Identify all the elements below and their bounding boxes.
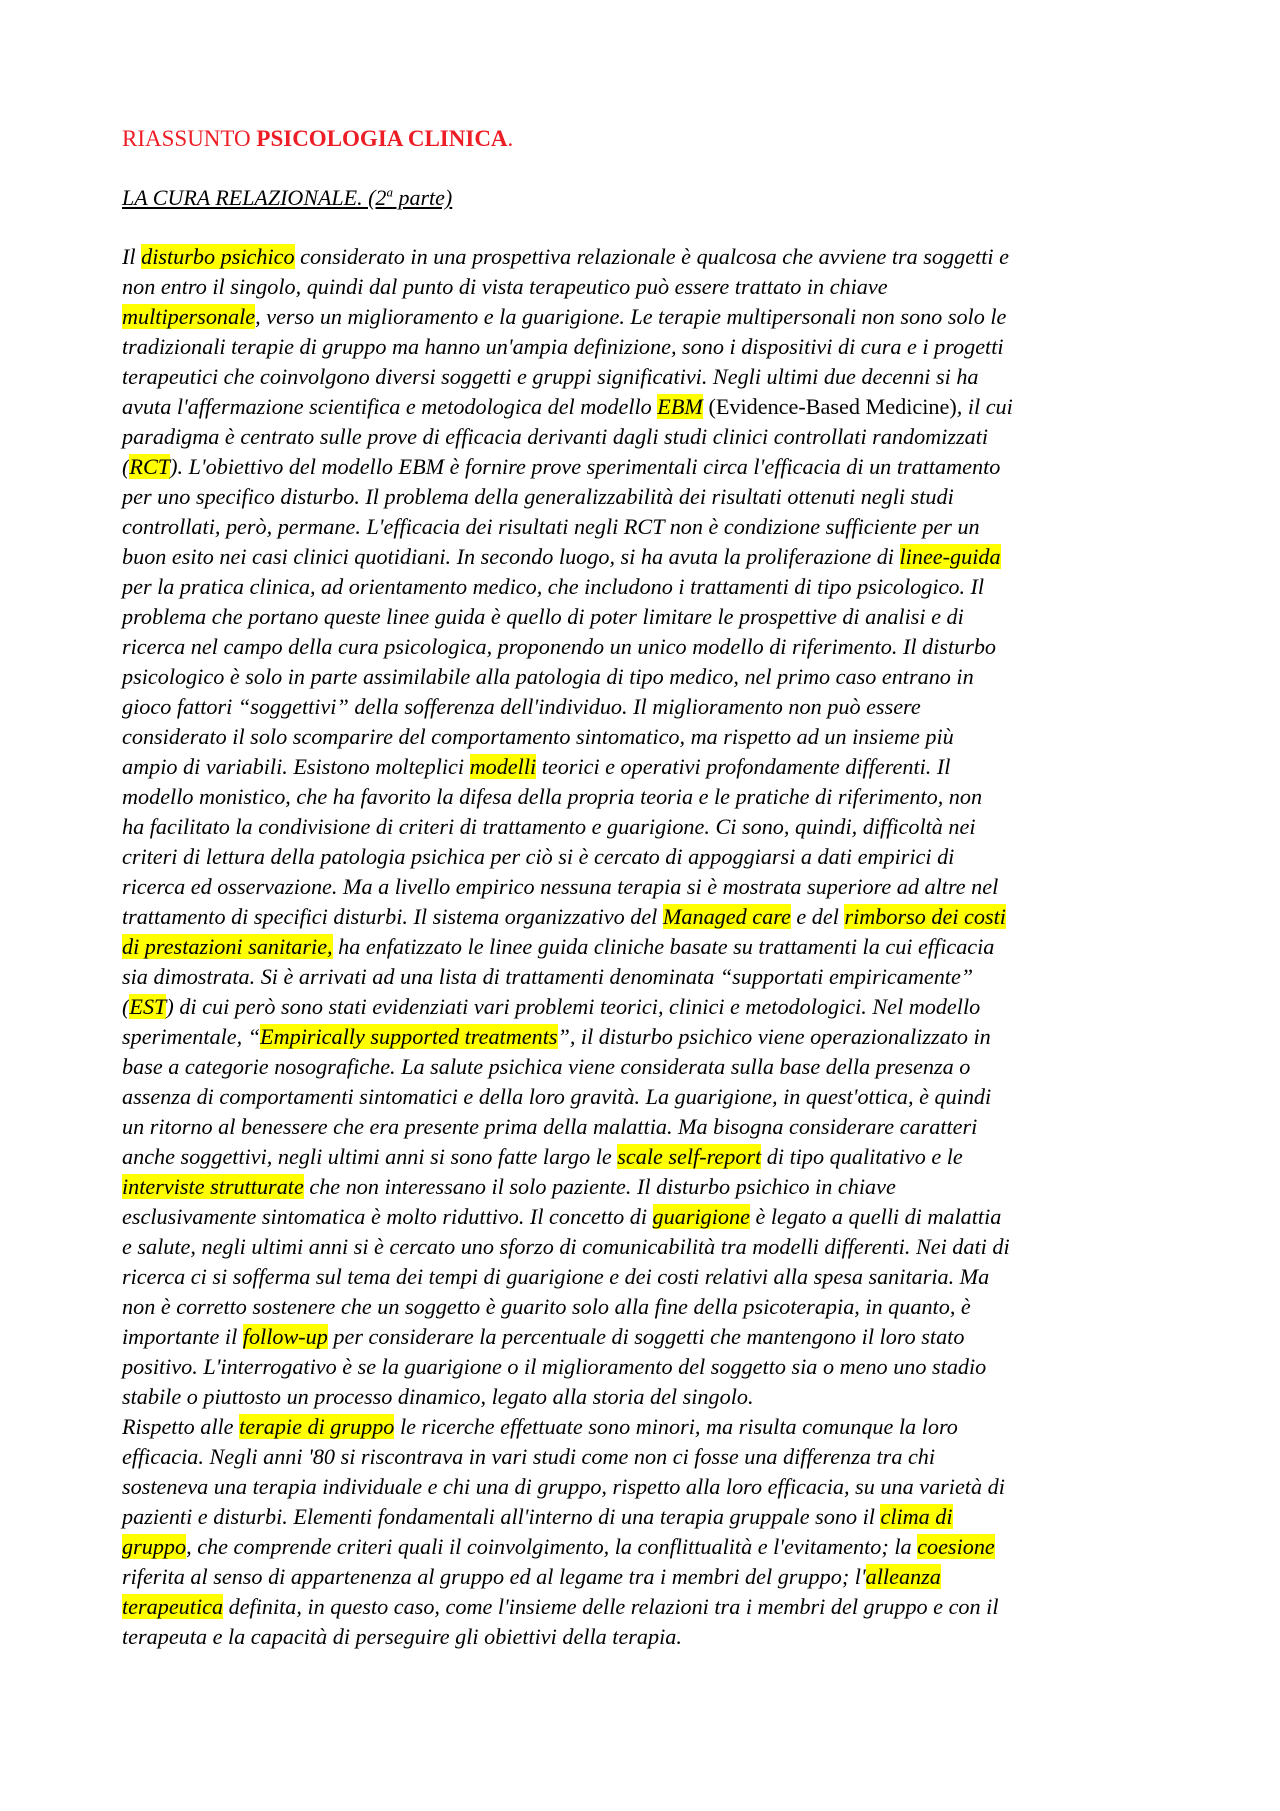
text-line bbox=[122, 1472, 1182, 1502]
text-span: terapeutici che coinvolgono diversi soggetti e gruppi significativi. Negli ultimi due decenni si ha bbox=[122, 364, 979, 389]
highlighted-term: rimborso dei costi bbox=[844, 904, 1006, 929]
text-span: ) di cui però sono stati evidenziati vari problemi teorici, clinici e metodologici. Nel modello bbox=[166, 994, 981, 1019]
text-span: efficacia. Negli anni '80 si riscontrava in vari studi come non ci fosse una differenza tra chi bbox=[122, 1444, 936, 1469]
text-span: per considerare la percentuale di soggetti che mantengono il loro stato bbox=[327, 1324, 965, 1349]
text-line bbox=[122, 1442, 1182, 1472]
text-line bbox=[122, 422, 1182, 452]
text-span: ha enfatizzato le linee guida cliniche basate su trattamenti la cui efficacia bbox=[332, 934, 995, 959]
highlighted-term: RCT bbox=[129, 454, 171, 479]
highlighted-term: Managed care bbox=[662, 904, 791, 929]
text-span: paradigma è centrato sulle prove di efficacia derivanti dagli studi clinici controllati randomizzati bbox=[122, 424, 989, 449]
text-span: modello monistico, che ha favorito la difesa della propria teoria e le pratiche di riferimento, non bbox=[122, 784, 983, 809]
highlighted-term: EST bbox=[129, 994, 167, 1019]
text-line bbox=[122, 1112, 1182, 1142]
text-span: di tipo qualitativo e le bbox=[761, 1144, 963, 1169]
highlighted-term: EBM bbox=[657, 394, 703, 419]
text-span: , verso un miglioramento e la guarigione. Le terapie multipersonali non sono solo le bbox=[255, 304, 1007, 329]
highlighted-term: coesione bbox=[917, 1534, 995, 1559]
text-line bbox=[122, 1172, 1182, 1202]
highlighted-term: Empirically supported treatments bbox=[260, 1024, 558, 1049]
text-line bbox=[122, 272, 1182, 302]
text-span: buon esito nei casi clinici quotidiani. In secondo luogo, si ha avuta la proliferazione di bbox=[122, 544, 900, 569]
text-span: esclusivamente sintomatica è molto riduttivo. Il concetto di bbox=[122, 1204, 653, 1229]
text-line bbox=[122, 782, 1182, 812]
text-span: che non interessano il solo paziente. Il disturbo psichico in chiave bbox=[303, 1174, 896, 1199]
text-line bbox=[122, 1052, 1182, 1082]
heading-text: LA CURA RELAZIONALE. (2 bbox=[122, 185, 387, 210]
text-span: positivo. L'interrogativo è se la guarigione o il miglioramento del soggetto sia o meno uno stadio bbox=[122, 1354, 987, 1379]
text-span: terapeuta e la capacità di perseguire gli obiettivi della terapia. bbox=[122, 1624, 682, 1649]
text-line bbox=[122, 542, 1182, 572]
text-span: e salute, negli ultimi anni si è cercato uno sforzo di comunicabilità tra modelli differenti. Nei dati di bbox=[122, 1234, 1010, 1259]
text-span: Il bbox=[122, 244, 142, 269]
text-span: le ricerche effettuate sono minori, ma risulta comunque la loro bbox=[394, 1414, 958, 1439]
text-line bbox=[122, 1532, 1182, 1562]
text-span: sperimentale, “ bbox=[122, 1024, 261, 1049]
text-line bbox=[122, 1412, 1182, 1442]
text-span: importante il bbox=[122, 1324, 243, 1349]
text-span: per uno specifico disturbo. Il problema della generalizzabilità dei risultati ottenuti negli studi bbox=[122, 484, 954, 509]
text-line bbox=[122, 902, 1182, 932]
text-span: teorici e operativi profondamente differenti. Il bbox=[536, 754, 951, 779]
text-span: avuta l'affermazione scientifica e metodologica del modello bbox=[122, 394, 658, 419]
text-line bbox=[122, 962, 1182, 992]
text-span: (Evidence-Based Medicine) bbox=[702, 394, 957, 419]
text-line bbox=[122, 1592, 1182, 1622]
highlighted-term: scale self-report bbox=[617, 1144, 762, 1169]
text-span: ( bbox=[122, 994, 130, 1019]
title-prefix: RIASSUNTO bbox=[122, 126, 257, 151]
highlighted-term: linee-guida bbox=[899, 544, 1001, 569]
text-line bbox=[122, 722, 1182, 752]
text-line bbox=[122, 362, 1182, 392]
text-line bbox=[122, 1142, 1182, 1172]
text-line bbox=[122, 842, 1182, 872]
text-span: sosteneva una terapia individuale e chi una di gruppo, rispetto alla loro efficacia, su una varietà di bbox=[122, 1474, 1005, 1499]
title-bold: PSICOLOGIA CLINICA bbox=[256, 126, 508, 151]
text-line bbox=[122, 302, 1182, 332]
text-span: Rispetto alle bbox=[122, 1414, 240, 1439]
highlighted-term: modelli bbox=[469, 754, 537, 779]
text-line bbox=[122, 572, 1182, 602]
text-line bbox=[122, 1082, 1182, 1112]
body-text bbox=[122, 242, 1182, 1652]
text-span: assenza di comportamenti sintomatici e della loro gravità. La guarigione, in quest'ottica, è quindi bbox=[122, 1084, 992, 1109]
text-span: un ritorno al benessere che era presente prima della malattia. Ma bisogna considerare caratteri bbox=[122, 1114, 978, 1139]
text-span: ricerca ci si sofferma sul tema dei tempi di guarigione e dei costi relativi alla spesa sanitaria. Ma bbox=[122, 1264, 990, 1289]
text-line bbox=[122, 1382, 1182, 1412]
text-span: ( bbox=[122, 454, 130, 479]
text-span: e del bbox=[790, 904, 845, 929]
text-span: ampio di variabili. Esistono molteplici bbox=[122, 754, 470, 779]
text-line bbox=[122, 1292, 1182, 1322]
text-span: considerato in una prospettiva relazionale è qualcosa che avviene tra soggetti e bbox=[294, 244, 1009, 269]
text-span: ricerca nel campo della cura psicologica, proponendo un unico modello di riferimento. Il disturbo bbox=[122, 634, 997, 659]
text-line bbox=[122, 1232, 1182, 1262]
heading-superscript: a bbox=[386, 184, 393, 200]
text-line bbox=[122, 662, 1182, 692]
text-span: tradizionali terapie di gruppo ma hanno un'ampia definizione, sono i dispositivi di cura e i progetti bbox=[122, 334, 1004, 359]
text-span: , che comprende criteri quali il coinvolgimento, la conflittualità e l'evitamento; la bbox=[186, 1534, 918, 1559]
text-line bbox=[122, 482, 1182, 512]
text-line bbox=[122, 992, 1182, 1022]
document-title bbox=[122, 124, 513, 154]
text-span: stabile o piuttosto un processo dinamico, legato alla storia del singolo. bbox=[122, 1384, 754, 1409]
text-line bbox=[122, 1562, 1182, 1592]
text-span: è legato a quelli di malattia bbox=[749, 1204, 1002, 1229]
text-span: ha facilitato la condivisione di criteri di trattamento e guarigione. Ci sono, quindi, difficoltà nei bbox=[122, 814, 976, 839]
text-span: non entro il singolo, quindi dal punto di vista terapeutico può essere trattato in chiave bbox=[122, 274, 888, 299]
text-line bbox=[122, 872, 1182, 902]
highlighted-term: gruppo bbox=[122, 1534, 187, 1559]
heading-suffix: parte) bbox=[392, 185, 453, 210]
text-line bbox=[122, 332, 1182, 362]
text-line bbox=[122, 452, 1182, 482]
text-line bbox=[122, 932, 1182, 962]
text-span: per la pratica clinica, ad orientamento medico, che includono i trattamenti di tipo psicologico. Il bbox=[122, 574, 985, 599]
text-span: problema che portano queste linee guida è quello di poter limitare le prospettive di analisi e di bbox=[122, 604, 964, 629]
highlighted-term: clima di bbox=[880, 1504, 953, 1529]
text-line bbox=[122, 812, 1182, 842]
text-span: gioco fattori “soggettivi” della sofferenza dell'individuo. Il miglioramento non può essere bbox=[122, 694, 921, 719]
text-span: controllati, però, permane. L'efficacia dei risultati negli RCT non è condizione sufficiente per un bbox=[122, 514, 980, 539]
highlighted-term: multipersonale bbox=[122, 304, 256, 329]
highlighted-term: follow-up bbox=[242, 1324, 328, 1349]
text-line bbox=[122, 752, 1182, 782]
text-line bbox=[122, 632, 1182, 662]
title-suffix: . bbox=[507, 126, 514, 151]
text-line bbox=[122, 1502, 1182, 1532]
text-span: anche soggettivi, negli ultimi anni si sono fatte largo le bbox=[122, 1144, 618, 1169]
text-line bbox=[122, 1322, 1182, 1352]
text-line bbox=[122, 1022, 1182, 1052]
text-span: definita, in questo caso, come l'insieme delle relazioni tra i membri del gruppo e con il bbox=[223, 1594, 999, 1619]
highlighted-term: terapeutica bbox=[122, 1594, 224, 1619]
text-line bbox=[122, 1622, 1182, 1652]
text-line bbox=[122, 1262, 1182, 1292]
text-span: , il cui bbox=[956, 394, 1013, 419]
highlighted-term: di prestazioni sanitarie, bbox=[122, 934, 333, 959]
text-span: non è corretto sostenere che un soggetto è guarito solo alla fine della psicoterapia, in quanto, è bbox=[122, 1294, 971, 1319]
text-span: sia dimostrata. Si è arrivati ad una lista di trattamenti denominata “supportati empiricamente” bbox=[122, 964, 974, 989]
text-line bbox=[122, 1202, 1182, 1232]
section-heading bbox=[122, 183, 452, 213]
text-line bbox=[122, 1352, 1182, 1382]
highlighted-term: alleanza bbox=[865, 1564, 941, 1589]
highlighted-term: terapie di gruppo bbox=[239, 1414, 395, 1439]
text-span: pazienti e disturbi. Elementi fondamentali all'interno di una terapia gruppale sono il bbox=[122, 1504, 881, 1529]
text-span: psicologico è solo in parte assimilabile alla patologia di tipo medico, nel primo caso entrano in bbox=[122, 664, 974, 689]
text-line bbox=[122, 392, 1182, 422]
text-span: criteri di lettura della patologia psichica per ciò si è cercato di appoggiarsi a dati empirici di bbox=[122, 844, 955, 869]
text-span: ). L'obiettivo del modello EBM è fornire prove sperimentali circa l'efficacia di un trattamento bbox=[170, 454, 1001, 479]
highlighted-term: interviste strutturate bbox=[122, 1174, 304, 1199]
text-span: considerato il solo scomparire del comportamento sintomatico, ma rispetto ad un insieme più bbox=[122, 724, 954, 749]
highlighted-term: guarigione bbox=[652, 1204, 750, 1229]
text-span: base a categorie nosografiche. La salute psichica viene considerata sulla base della presenza o bbox=[122, 1054, 971, 1079]
text-span: ricerca ed osservazione. Ma a livello empirico nessuna terapia si è mostrata superiore ad altre nel bbox=[122, 874, 999, 899]
text-line bbox=[122, 512, 1182, 542]
text-span: trattamento di specifici disturbi. Il sistema organizzativo del bbox=[122, 904, 663, 929]
text-line bbox=[122, 692, 1182, 722]
text-span: ”, il disturbo psichico viene operazionalizzato in bbox=[557, 1024, 991, 1049]
text-span: riferita al senso di appartenenza al gruppo ed al legame tra i membri del gruppo; l' bbox=[122, 1564, 866, 1589]
highlighted-term: disturbo psichico bbox=[141, 244, 295, 269]
text-line bbox=[122, 242, 1182, 272]
text-line bbox=[122, 602, 1182, 632]
